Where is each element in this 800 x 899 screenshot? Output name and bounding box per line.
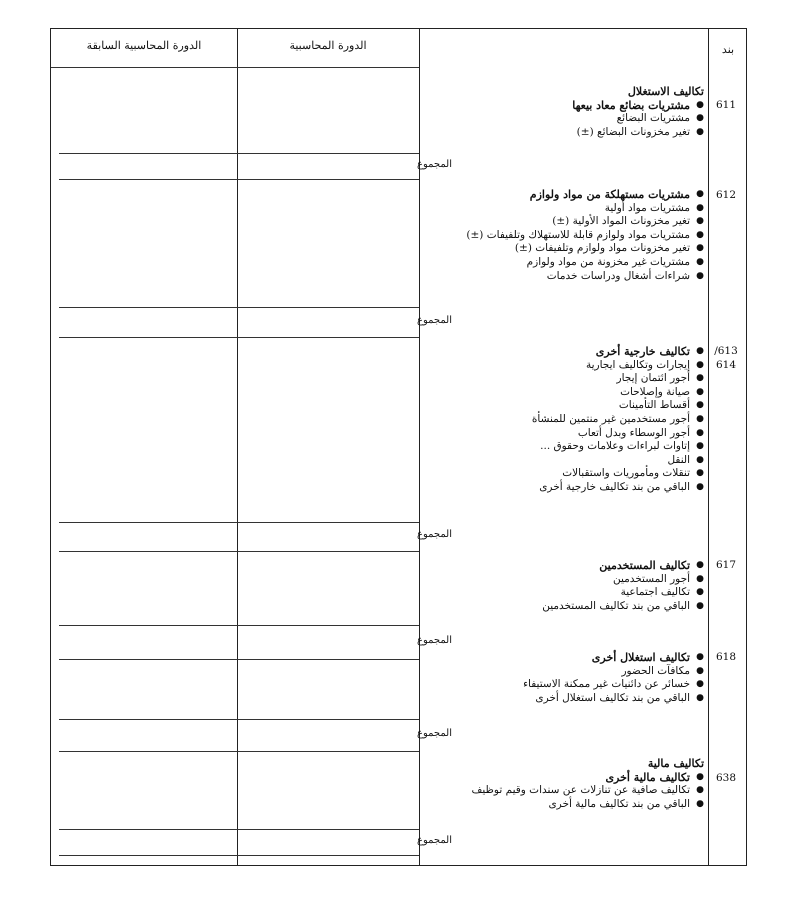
- section-title: ● تكاليف مالية أخرى: [424, 771, 704, 785]
- section-618: [424, 651, 704, 705]
- line-item: ● تكاليف اجتماعية: [424, 586, 704, 600]
- code-614: 614: [715, 359, 737, 371]
- subtotal-rule-top: [59, 307, 419, 308]
- line-item: ● الباقي من بند تكاليف المستخدمين: [424, 600, 704, 614]
- line-item: ● أجور المستخدمين: [424, 573, 704, 587]
- subtotal-rule-bottom: [59, 337, 419, 338]
- section-title: ● تكاليف المستخدمين: [424, 559, 704, 573]
- line-item: ● مكافآت الحضور: [424, 665, 704, 679]
- line-item: ● تكاليف صافية عن تنازلات عن سندات وقيم توظيف: [424, 784, 704, 798]
- line-item: ● الباقي من بند تكاليف خارجية أخرى: [424, 481, 704, 495]
- line-item: ● شراءات أشغال ودراسات خدمات: [424, 270, 704, 284]
- expenses-table: [50, 28, 747, 866]
- header-rule: [51, 67, 419, 68]
- line-item: ● النقل: [424, 454, 704, 468]
- section-613-614: [424, 345, 704, 495]
- code-618: 618: [715, 651, 737, 663]
- column-divider-previous-current: [237, 29, 238, 865]
- subtotal-rule-bottom: [59, 179, 419, 180]
- line-item: ● تغير مخزونات البضائع (±): [424, 126, 704, 140]
- header-previous-period: الدورة المحاسبية السابقة: [86, 39, 202, 52]
- line-item: ● إيجارات وتكاليف ايجارية: [424, 359, 704, 373]
- code-611: 611: [715, 99, 737, 111]
- code-612: 612: [715, 189, 737, 201]
- subtotal-rule-bottom: [59, 551, 419, 552]
- subtotal-rule-top: [59, 625, 419, 626]
- line-item: ● مشتريات مواد ولوازم قابلة للاستهلاك وتلفيفات (±): [424, 229, 704, 243]
- line-item: ● تغير مخزونات المواد الأولية (±): [424, 215, 704, 229]
- header-item: بند: [721, 43, 735, 56]
- code-638: 638: [715, 772, 737, 784]
- line-item: ● الباقي من بند تكاليف استغلال أخرى: [424, 692, 704, 706]
- column-divider-description-item: [708, 29, 709, 865]
- group-title-operating: تكاليف الاستغلال: [627, 85, 704, 98]
- group-title-financial: تكاليف مالية: [647, 757, 704, 770]
- total-label: المجموع: [417, 159, 452, 170]
- subtotal-rule-top: [59, 719, 419, 720]
- subtotal-rule-top: [59, 522, 419, 523]
- line-item: ● مشتريات مواد أولية: [424, 202, 704, 216]
- section-638: [424, 757, 704, 811]
- section-title: ● مشتريات مستهلكة من مواد ولوازم: [424, 188, 704, 202]
- column-divider-current-description: [419, 29, 420, 865]
- code-617: 617: [715, 559, 737, 571]
- subtotal-rule-bottom: [59, 659, 419, 660]
- header-current-period: الدورة المحاسبية: [289, 39, 367, 52]
- section-612: [424, 188, 704, 283]
- section-611: [424, 85, 704, 139]
- section-title: ● تكاليف خارجية أخرى: [424, 345, 704, 359]
- line-item: ● تغير مخزونات مواد ولوازم وتلفيفات (±): [424, 242, 704, 256]
- subtotal-rule-bottom: [59, 855, 419, 856]
- section-title: ● تكاليف استغلال أخرى: [424, 651, 704, 665]
- section-title: ● مشتريات بضائع معاد بيعها: [424, 99, 704, 113]
- line-item: ● خسائر عن دائنيات غير ممكنة الاستيفاء: [424, 678, 704, 692]
- line-item: ● أقساط التأمينات: [424, 399, 704, 413]
- line-item: ● مشتريات البضائع: [424, 112, 704, 126]
- code-613: /613: [714, 345, 738, 357]
- line-item: ● صيانة وإصلاحات: [424, 386, 704, 400]
- line-item: ● أجور ائتمان إيجار: [424, 372, 704, 386]
- subtotal-rule-bottom: [59, 751, 419, 752]
- total-label: المجموع: [417, 315, 452, 326]
- total-label: المجموع: [417, 635, 452, 646]
- total-label: المجموع: [417, 529, 452, 540]
- line-item: ● الباقي من بند تكاليف مالية أخرى: [424, 798, 704, 812]
- line-item: ● تنقلات ومأموريات واستقبالات: [424, 467, 704, 481]
- subtotal-rule-top: [59, 829, 419, 830]
- line-item: ● أجور الوسطاء وبدل أتعاب: [424, 427, 704, 441]
- total-label: المجموع: [417, 835, 452, 846]
- subtotal-rule-top: [59, 153, 419, 154]
- section-617: [424, 559, 704, 613]
- total-label: المجموع: [417, 728, 452, 739]
- line-item: ● مشتريات غير مخزونة من مواد ولوازم: [424, 256, 704, 270]
- line-item: ● أجور مستخدمين غير منتمين للمنشأة: [424, 413, 704, 427]
- line-item: ● إتاوات لبراءات وعلامات وحقوق ...: [424, 440, 704, 454]
